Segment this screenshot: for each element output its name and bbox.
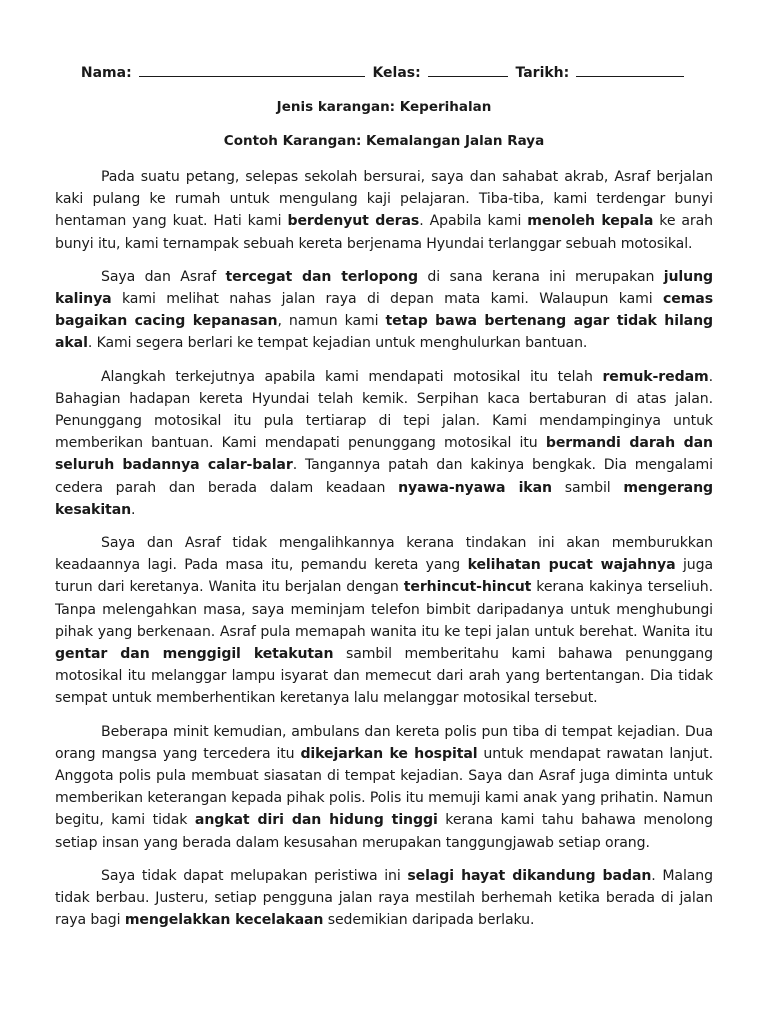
bold-phrase: remuk-redam [602,368,709,385]
essay-paragraph [55,366,713,521]
essay-type-heading: Jenis karangan: Keperihalan [276,99,492,115]
bold-phrase: mengerang kesakitan [55,479,713,518]
essay-paragraph [55,721,713,854]
paragraph-text: sambil memberitahu kami bahawa penunggang motosikal itu melanggar lampu isyarat dan memecut dari arah yang bertentangan. Dia tidak sempat untuk memberhentikan keretanya lalu melanggar motosikal tersebut. [55,646,713,707]
essay-body [55,166,713,943]
bold-phrase: menoleh kepala [527,213,654,230]
paragraph-text: . Bahagian hadapan kereta Hyundai telah kemik. Serpihan kaca bertaburan di atas jalan. Penunggang motosikal itu pula tertiarap di tepi jalan. Kami mendampinginya untuk memberikan bantuan. Kami mendapati penunggang motosikal itu [55,368,713,452]
essay-paragraph [55,166,713,255]
bold-phrase: bermandi darah dan seluruh badannya calar-balar [55,435,713,474]
bold-phrase: berdenyut deras [287,213,420,230]
nama-blank-line [139,64,365,77]
paragraph-text: . [131,501,136,518]
nama-label: Nama: [80,65,132,81]
bold-phrase: gentar dan menggigil ketakutan [55,646,334,663]
bold-phrase: tetap bawa bertenang agar tidak hilang akal [55,313,714,352]
essay-paragraph [55,266,713,355]
paragraph-text: kerana kami tahu bahawa menolong setiap insan yang berada dalam kesusahan merupakan tanggungjawab setiap orang. [55,812,713,851]
bold-phrase: mengelakkan kecelakaan [124,912,324,929]
paragraph-text: juga turun dari keretanya. Wanita itu berjalan dengan [55,557,713,596]
bold-phrase: tercegat dan terlopong [225,268,418,285]
kelas-label: Kelas: [372,65,421,81]
paragraph-text: sedemikian daripada berlaku. [323,912,535,929]
bold-phrase: kelihatan pucat wajahnya [467,557,676,574]
paragraph-text: Pada suatu petang, selepas sekolah bersurai, saya dan sahabat akrab, Asraf berjalan kaki pulang ke rumah untuk mengulang kaji pelajaran. Tiba-tiba, kami terdengar bunyi hentaman yang kuat. Hati kami [55,169,713,230]
paragraph-text: Beberapa minit kemudian, ambulans dan kereta polis pun tiba di tempat kejadian. Dua orang mangsa yang tercedera itu [55,723,713,762]
paragraph-text: . Apabila kami [419,213,528,230]
paragraph-text: Saya dan Asraf tidak mengalihkannya kerana tindakan ini akan memburukkan keadaannya lagi. Pada masa itu, pemandu kereta yang [55,535,713,574]
essay-paragraph [55,865,713,932]
paragraph-text: untuk mendapat rawatan lanjut. Anggota polis pula membuat siasatan di tempat kejadian. Saya dan Asraf juga diminta untuk memberikan keterangan kepada pihak polis. Polis itu memuji kami anak yang prihatin. Namun begitu, kami tidak [55,745,713,829]
bold-phrase: angkat diri dan hidung tinggi [194,812,438,829]
paragraph-text: kerana kakinya terseliuh. Tanpa melengahkan masa, saya meminjam telefon bimbit daripadanya untuk menghubungi pihak yang berkenaan. Asraf pula memapah wanita itu ke tepi jalan untuk berehat. Wanita itu [55,579,713,640]
paragraph-text: kami melihat nahas jalan raya di depan mata kami. Walaupun kami [111,291,663,308]
kelas-blank-line [428,64,508,77]
essay-title-heading: Contoh Karangan: Kemalangan Jalan Raya [223,133,545,149]
student-info-header [0,64,768,81]
bold-phrase: nyawa-nyawa ikan [398,479,552,496]
bold-phrase: selagi hayat dikandung badan [407,867,652,884]
paragraph-text: di sana kerana ini merupakan [417,268,664,285]
paragraph-text: Saya tidak dapat melupakan peristiwa ini [101,867,408,884]
paragraph-text: Saya dan Asraf [101,268,226,285]
tarikh-label: Tarikh: [515,65,570,81]
paragraph-text: . Tangannya patah dan kakinya bengkak. Dia mengalami cedera parah dan berada dalam keadaan [55,457,713,496]
paragraph-text: sambil [551,479,624,496]
paragraph-text: ke arah bunyi itu, kami ternampak sebuah kereta berjenama Hyundai terlanggar sebuah motosikal. [55,213,713,252]
bold-phrase: terhincut-hincut [403,579,532,596]
bold-phrase: cemas bagaikan cacing kepanasan [55,291,713,330]
paragraph-text: , namun kami [277,313,386,330]
paragraph-text: . Kami segera berlari ke tempat kejadian untuk menghulurkan bantuan. [87,335,588,352]
bold-phrase: dikejarkan ke hospital [300,745,478,762]
bold-phrase: julung kalinya [55,268,713,308]
essay-paragraph [55,532,713,710]
paragraph-text: . Malang tidak berbau. Justeru, setiap pengguna jalan raya mestilah berhemah ketika berada di jalan raya bagi [55,867,713,929]
tarikh-blank-line [576,64,684,77]
paragraph-text: Alangkah terkejutnya apabila kami mendapati motosikal itu telah [101,368,603,385]
